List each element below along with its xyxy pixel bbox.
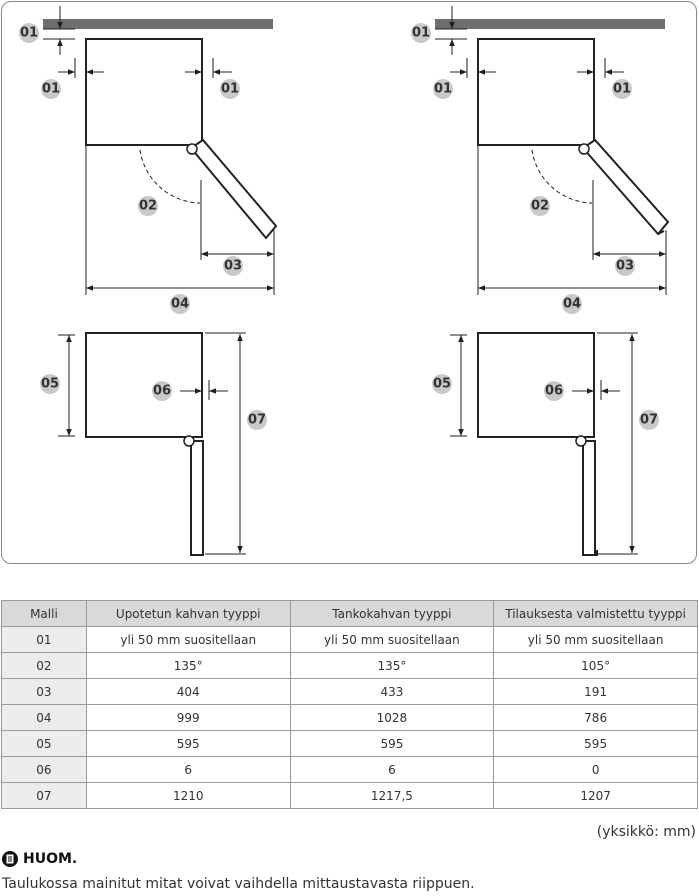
table-row bbox=[2, 731, 698, 757]
label-01-left bbox=[433, 79, 453, 99]
table-cell: 0 bbox=[494, 757, 698, 783]
label-01-right-text: 01 bbox=[612, 81, 632, 97]
open-door bbox=[583, 140, 668, 234]
label-06 bbox=[152, 381, 172, 401]
note-heading bbox=[2, 851, 77, 867]
label-03-text: 03 bbox=[615, 258, 635, 274]
table-cell: 105° bbox=[494, 653, 698, 679]
hinge bbox=[184, 436, 194, 446]
label-06-text: 06 bbox=[544, 383, 564, 399]
label-05 bbox=[40, 374, 60, 394]
table-cell: 02 bbox=[2, 653, 87, 679]
label-01-right bbox=[612, 79, 632, 99]
label-01-top bbox=[19, 23, 39, 43]
label-03 bbox=[223, 256, 243, 276]
dimension-table bbox=[1, 600, 698, 809]
label-07-text: 07 bbox=[639, 412, 659, 428]
wall-bar bbox=[435, 19, 665, 29]
label-04 bbox=[562, 294, 582, 314]
table-cell: 05 bbox=[2, 731, 87, 757]
table-cell: 595 bbox=[86, 731, 290, 757]
table-header-row bbox=[2, 601, 698, 627]
label-02 bbox=[530, 196, 550, 216]
label-05-text: 05 bbox=[40, 376, 60, 392]
label-04 bbox=[170, 294, 190, 314]
unit-note: (yksikkö: mm) bbox=[596, 824, 696, 840]
swing-arc bbox=[532, 150, 592, 203]
label-06 bbox=[544, 381, 564, 401]
label-02-text: 02 bbox=[530, 198, 550, 214]
table-cell: 06 bbox=[2, 757, 87, 783]
header-model: Malli bbox=[2, 601, 87, 627]
swing-arc bbox=[140, 150, 200, 203]
fridge-top-view bbox=[478, 39, 594, 145]
table-cell: 6 bbox=[290, 757, 494, 783]
table-row bbox=[2, 705, 698, 731]
table-cell: 595 bbox=[494, 731, 698, 757]
label-01-top bbox=[411, 23, 431, 43]
closed-door bbox=[191, 441, 203, 555]
table-cell: 01 bbox=[2, 627, 87, 653]
table-cell: 191 bbox=[494, 679, 698, 705]
table-cell: 1217,5 bbox=[290, 783, 494, 809]
table-cell: yli 50 mm suositellaan bbox=[290, 627, 494, 653]
header-bar-handle: Tankokahvan tyyppi bbox=[290, 601, 494, 627]
label-05 bbox=[432, 374, 452, 394]
label-05-text: 05 bbox=[432, 376, 452, 392]
label-03 bbox=[615, 256, 635, 276]
table-cell: 04 bbox=[2, 705, 87, 731]
label-07 bbox=[639, 410, 659, 430]
label-01-left-text: 01 bbox=[41, 81, 61, 97]
note-text: Taulukossa mainitut mitat voivat vaihdella mittaustavasta riippuen. bbox=[2, 876, 475, 892]
header-recessed-handle: Upotetun kahvan tyyppi bbox=[86, 601, 290, 627]
table-cell: 999 bbox=[86, 705, 290, 731]
table-cell: 03 bbox=[2, 679, 87, 705]
closed-door bbox=[583, 441, 595, 555]
table-row bbox=[2, 653, 698, 679]
table-cell: 1028 bbox=[290, 705, 494, 731]
label-01-left-text: 01 bbox=[433, 81, 453, 97]
table-cell: 786 bbox=[494, 705, 698, 731]
table-row bbox=[2, 783, 698, 809]
label-01-right-text: 01 bbox=[220, 81, 240, 97]
table-cell: 404 bbox=[86, 679, 290, 705]
fridge-side-view bbox=[86, 333, 202, 437]
label-04-text: 04 bbox=[170, 296, 190, 312]
label-07 bbox=[247, 410, 267, 430]
hinge bbox=[579, 144, 589, 154]
header-custom-type: Tilauksesta valmistettu tyyppi bbox=[494, 601, 698, 627]
diagram-right bbox=[411, 6, 668, 555]
table-row bbox=[2, 679, 698, 705]
label-07-text: 07 bbox=[247, 412, 267, 428]
table-row bbox=[2, 627, 698, 653]
label-06-text: 06 bbox=[152, 383, 172, 399]
hinge bbox=[576, 436, 586, 446]
wall-bar bbox=[43, 19, 273, 29]
note-icon bbox=[2, 851, 18, 867]
table-cell: 135° bbox=[290, 653, 494, 679]
table-cell: 595 bbox=[290, 731, 494, 757]
diagram-left bbox=[19, 6, 276, 555]
table-cell: 433 bbox=[290, 679, 494, 705]
table-cell: 07 bbox=[2, 783, 87, 809]
table-row bbox=[2, 757, 698, 783]
label-01-right bbox=[220, 79, 240, 99]
label-02 bbox=[138, 196, 158, 216]
label-03-text: 03 bbox=[223, 258, 243, 274]
table-cell: 1207 bbox=[494, 783, 698, 809]
table-cell: yli 50 mm suositellaan bbox=[86, 627, 290, 653]
table-cell: 6 bbox=[86, 757, 290, 783]
fridge-top-view bbox=[86, 39, 202, 145]
label-04-text: 04 bbox=[562, 296, 582, 312]
label-01-top-text: 01 bbox=[19, 25, 39, 41]
open-door bbox=[191, 140, 276, 238]
table-cell: 135° bbox=[86, 653, 290, 679]
label-01-top-text: 01 bbox=[411, 25, 431, 41]
hinge bbox=[187, 144, 197, 154]
label-01-left bbox=[41, 79, 61, 99]
table-cell: 1210 bbox=[86, 783, 290, 809]
fridge-side-view bbox=[478, 333, 594, 437]
note-title: HUOM. bbox=[23, 851, 78, 867]
table-cell: yli 50 mm suositellaan bbox=[494, 627, 698, 653]
label-02-text: 02 bbox=[138, 198, 158, 214]
